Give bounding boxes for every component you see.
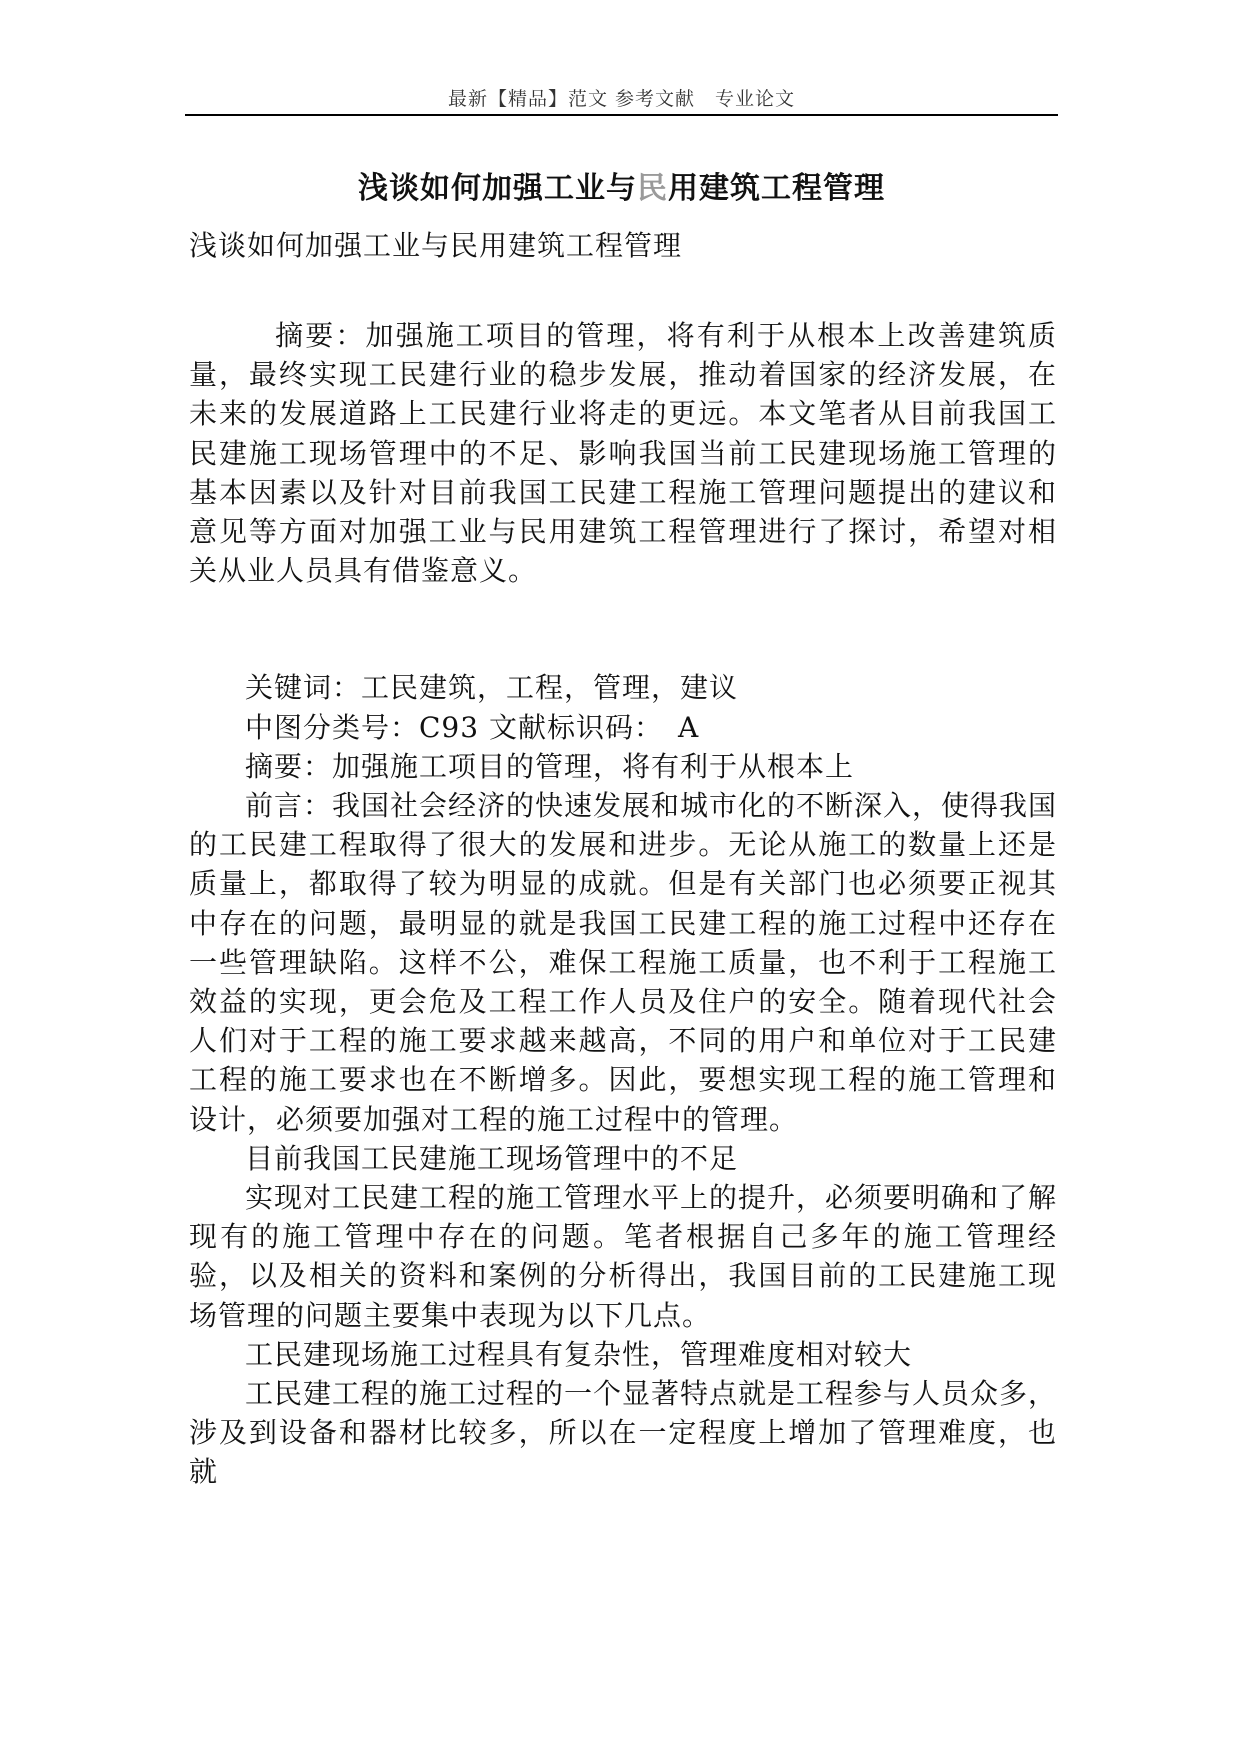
document-title bbox=[185, 163, 1058, 207]
page-header: 最新【精品】范文 参考文献 专业论文 bbox=[447, 88, 796, 110]
section-heading-2: 工民建现场施工过程具有复杂性，管理难度相对较大 bbox=[245, 1337, 913, 1371]
keywords-line: 关键词：工民建筑，工程，管理，建议 bbox=[245, 671, 739, 705]
title-text-after: 用建筑工程管理 bbox=[668, 171, 885, 206]
section-paragraph-1: 实现对工民建工程的施工管理水平上的提升，必须要明确和了解现有的施工管理中存在的问题。笔者根据自己多年的施工管理经验，以及相关的资料和案例的分析得出，我国目前的工民建施工现场管理的问题主要集中表现为以下几点。 bbox=[189, 1181, 1058, 1332]
abstract-short-line: 摘要：加强施工项目的管理，将有利于从根本上 bbox=[245, 749, 855, 783]
title-text-before: 浅谈如何加强工业与 bbox=[358, 171, 637, 206]
section-heading-1: 目前我国工民建施工现场管理中的不足 bbox=[245, 1141, 739, 1175]
paragraph-gap bbox=[189, 590, 1057, 668]
header-divider bbox=[185, 114, 1058, 116]
preface-paragraph: 前言：我国社会经济的快速发展和城市化的不断深入，使得我国的工民建工程取得了很大的发展和进步。无论从施工的数量上还是质量上，都取得了较为明显的成就。但是有关部门也必须要正视其中存在的问题，最明显的就是我国工民建工程的施工过程中还存在一些管理缺陷。这样不公，难保工程施工质量，也不利于工程施工效益的实现，更会危及工程工作人员及住户的安全。随着现代社会人们对于工程的施工要求越来越高，不同的用户和单位对于工民建工程的施工要求也在不断增多。因此，要想实现工程的施工管理和设计，必须要加强对工程的施工过程中的管理。 bbox=[189, 789, 1058, 1136]
title-text-highlight: 民 bbox=[637, 171, 668, 206]
document-subtitle: 浅谈如何加强工业与民用建筑工程管理 bbox=[189, 229, 683, 262]
document-body bbox=[189, 316, 1057, 1492]
abstract-paragraph: 摘要：加强施工项目的管理，将有利于从根本上改善建筑质量，最终实现工民建行业的稳步发展，推动着国家的经济发展，在未来的发展道路上工民建行业将走的更远。本文笔者从目前我国工民建施工现场管理中的不足、影响我国当前工民建现场施工管理的基本因素以及针对目前我国工民建工程施工管理问题提出的建议和意见等方面对加强工业与民用建筑工程管理进行了探讨，希望对相关从业人员具有借鉴意义。 bbox=[189, 319, 1057, 588]
classification-line: 中图分类号：C93 文献标识码： A bbox=[245, 710, 700, 744]
section-paragraph-2: 工民建工程的施工过程的一个显著特点就是工程参与人员众多，涉及到设备和器材比较多，所以在一定程度上增加了管理难度，也就 bbox=[189, 1377, 1058, 1489]
